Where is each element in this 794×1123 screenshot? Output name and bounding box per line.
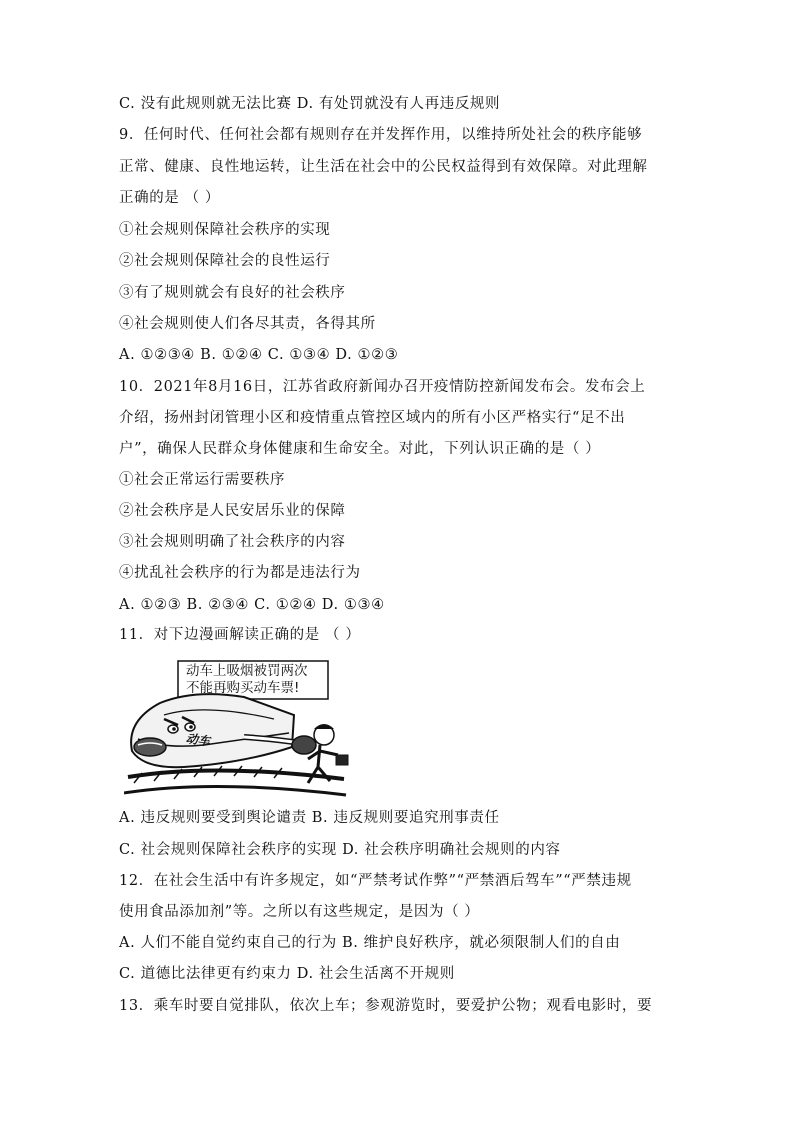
text-line: 正常、健康、良性地运转，让生活在社会中的公民权益得到有效保障。对此理解: [119, 159, 648, 175]
text-line: ③有了规则就会有良好的社会秩序: [119, 285, 346, 301]
text-line: 9．任何时代、任何社会都有规则存在并发挥作用，以维持所处社会的秩序能够: [119, 127, 643, 143]
speech-bubble-text: [186, 663, 308, 697]
text-line: ②社会规则保障社会的良性运行: [119, 253, 331, 269]
text-line: ④社会规则使人们各尽其责，各得其所: [119, 316, 376, 332]
text-line: A. 人们不能自觉约束自己的行为 B. 维护良好秩序，就必须限制人们的自由: [119, 935, 621, 951]
text-line: A. ①②③ B. ②③④ C. ①②④ D. ①③④: [119, 597, 385, 613]
briefcase: [336, 755, 348, 765]
text-line: 11．对下边漫画解读正确的是 （ ）: [119, 627, 361, 643]
text-line: ③社会规则明确了社会秩序的内容: [119, 534, 346, 550]
text-line: 使用食品添加剂”等。之所以有这些规定，是因为（ ）: [119, 904, 480, 920]
bubble-line: 动车上吸烟被罚两次: [186, 663, 308, 679]
text-line: 13．乘车时要自觉排队，依次上车；参观游览时，要爱护公物；观看电影时，要: [119, 998, 653, 1014]
text-line: 10．2021年8月16日，江苏省政府新闻办召开疫情防控新闻发布会。发布会上: [119, 379, 646, 395]
text-line: ②社会秩序是人民安居乐业的保障: [119, 503, 346, 519]
text-line: A. 违反规则要受到舆论谴责 B. 违反规则要追究刑事责任: [119, 810, 500, 826]
text-line: ①社会规则保障社会秩序的实现: [119, 222, 331, 238]
train-label: 动车: [185, 731, 211, 749]
boxing-glove: [292, 736, 316, 754]
text-line: C. 社会规则保障社会秩序的实现 D. 社会秩序明确社会规则的内容: [119, 842, 561, 858]
text-line: 正确的是 （ ）: [119, 190, 221, 206]
text-line: A. ①②③④ B. ①②④ C. ①③④ D. ①②③: [119, 347, 399, 363]
train-mouth: [134, 738, 166, 756]
bubble-line: 不能再购买动车票!: [186, 680, 300, 696]
text-line: 12．在社会生活中有许多规定，如“严禁考试作弊”“严禁酒后驾车”“严禁违规: [119, 873, 632, 889]
text-line: 户”，确保人民群众身体健康和生命安全。对此，下列认识正确的是（ ）: [119, 441, 601, 457]
text-line: 介绍，扬州封闭管理小区和疫情重点管控区域内的所有小区严格实行“足不出: [119, 410, 626, 426]
text-line: ①社会正常运行需要秩序: [119, 472, 286, 488]
text-line: C. 道德比法律更有约束力 D. 社会生活离不开规则: [119, 966, 455, 982]
text-line: C. 没有此规则就无法比赛 D. 有处罚就没有人再违反规则: [119, 96, 501, 112]
text-line: ④扰乱社会秩序的行为都是违法行为: [119, 565, 361, 581]
